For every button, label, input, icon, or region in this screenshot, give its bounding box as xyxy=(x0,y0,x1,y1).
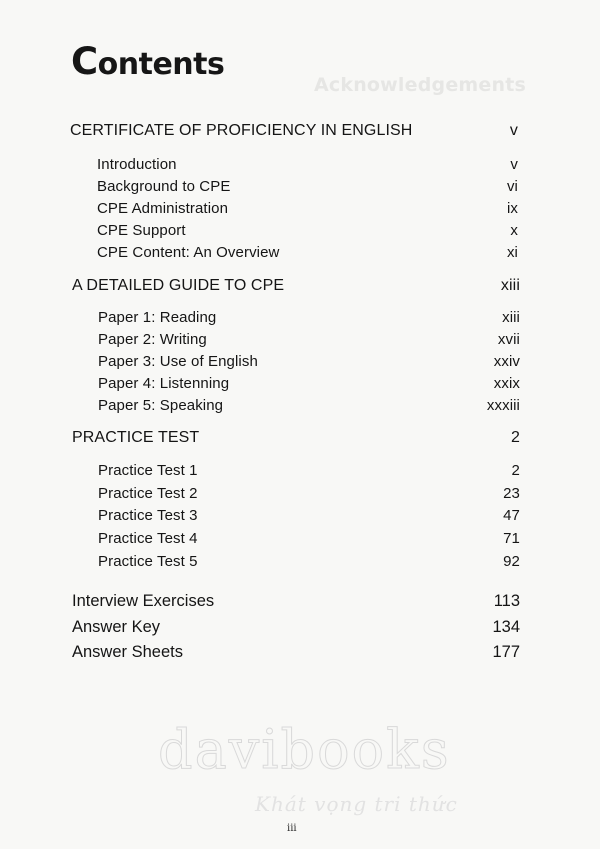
toc-item-label: Introduction xyxy=(97,156,177,173)
toc-entry-answer-key xyxy=(0,618,600,640)
toc-item-label: Paper 5: Speaking xyxy=(98,397,224,414)
toc-item-page: xi xyxy=(506,244,518,261)
page-title-initial: C xyxy=(71,40,98,83)
toc-entry-label: Answer Key xyxy=(72,618,161,636)
toc-item-page: v xyxy=(510,156,518,173)
toc-heading-guide xyxy=(0,277,600,299)
toc-item-label: Paper 1: Reading xyxy=(98,309,217,326)
toc-item xyxy=(0,375,600,397)
toc-item-label: CPE Content: An Overview xyxy=(97,244,280,261)
toc-item-page: xxiv xyxy=(493,353,520,370)
toc-item-page: xiii xyxy=(502,309,520,326)
toc-entry-answer-sheets xyxy=(0,643,600,665)
toc-item-label: CPE Support xyxy=(97,222,186,239)
toc-item xyxy=(0,353,600,375)
toc-item-label: Practice Test 3 xyxy=(98,507,198,524)
toc-item xyxy=(0,530,600,552)
toc-item-page: vi xyxy=(506,178,518,195)
toc-item-label: Paper 4: Listenning xyxy=(98,375,230,392)
toc-item xyxy=(0,485,600,507)
toc-item-label: Practice Test 4 xyxy=(98,530,198,547)
toc-item xyxy=(0,331,600,353)
toc-entry-page: 113 xyxy=(493,592,520,610)
toc-item-page: xxxiii xyxy=(486,397,520,414)
toc-heading-page: 2 xyxy=(511,429,520,446)
watermark-brand: davibooks xyxy=(158,718,451,781)
toc-item xyxy=(0,397,600,419)
toc-item xyxy=(0,553,600,575)
toc-item xyxy=(0,222,600,244)
toc-item-page: 92 xyxy=(503,553,520,570)
toc-item xyxy=(0,244,600,266)
page-number: iii xyxy=(287,823,297,834)
toc-item-page: ix xyxy=(506,200,518,217)
toc-heading-label: A DETAILED GUIDE TO CPE xyxy=(72,277,285,294)
toc-item-page: 47 xyxy=(503,507,520,524)
toc-item xyxy=(0,309,600,331)
toc-item xyxy=(0,156,600,178)
toc-item-page: 2 xyxy=(511,462,520,479)
toc-item-page: xvii xyxy=(497,331,520,348)
toc-item xyxy=(0,462,600,484)
toc-item-page: 71 xyxy=(503,530,520,547)
toc-heading-practice xyxy=(0,429,600,451)
toc-heading-page: v xyxy=(509,122,518,139)
show-through-text: Acknowledgements xyxy=(314,74,527,96)
page-title xyxy=(71,40,224,83)
page-title-rest: ontents xyxy=(97,47,225,82)
toc-heading-page: xiii xyxy=(500,277,520,294)
toc-item xyxy=(0,200,600,222)
toc-item-label: Practice Test 2 xyxy=(98,485,198,502)
toc-entry-page: 134 xyxy=(492,618,520,636)
toc-item-label: CPE Administration xyxy=(97,200,229,217)
toc-item xyxy=(0,178,600,200)
toc-entry-interview xyxy=(0,592,600,614)
toc-item-label: Practice Test 5 xyxy=(98,553,198,570)
toc-entry-label: Answer Sheets xyxy=(72,643,183,661)
toc-item xyxy=(0,507,600,529)
toc-item-label: Paper 3: Use of English xyxy=(98,353,258,370)
toc-item-label: Background to CPE xyxy=(97,178,231,195)
toc-item-page: xxix xyxy=(493,375,520,392)
toc-item-label: Paper 2: Writing xyxy=(98,331,207,348)
watermark-tagline: Khát vọng tri thức xyxy=(255,792,458,816)
toc-entry-label: Interview Exercises xyxy=(72,592,215,610)
toc-item-page: 23 xyxy=(503,485,520,502)
toc-heading-label: PRACTICE TEST xyxy=(72,429,200,446)
toc-item-label: Practice Test 1 xyxy=(98,462,198,479)
toc-heading-cpe xyxy=(0,122,600,144)
toc-item-page: x xyxy=(510,222,518,239)
toc-heading-label: CERTIFICATE OF PROFICIENCY IN ENGLISH xyxy=(70,122,413,139)
toc-entry-page: 177 xyxy=(492,643,520,661)
